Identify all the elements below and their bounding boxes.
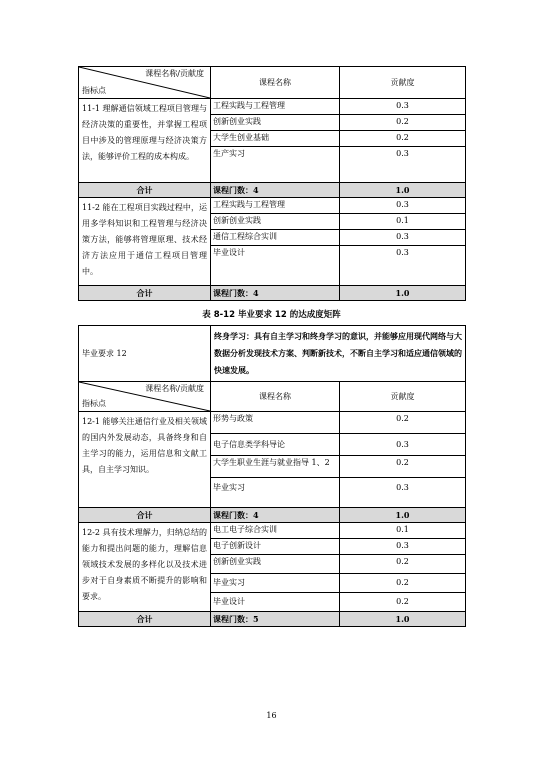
course-cell: 通信工程综合实训 <box>211 230 340 246</box>
value-cell: 0.2 <box>340 412 466 434</box>
value-cell: 0.2 <box>340 115 466 131</box>
course-cell: 电子信息类学科导论 <box>211 434 340 456</box>
total-label: 合计 <box>79 286 211 301</box>
header-course: 课程名称 <box>211 67 340 99</box>
diagonal-header-cell <box>79 67 211 99</box>
total-count: 课程门数：5 <box>211 612 340 627</box>
value-cell: 0.2 <box>340 574 466 593</box>
course-cell: 创新创业实践 <box>211 115 340 131</box>
value-cell: 0.3 <box>340 434 466 456</box>
total-value: 1.0 <box>340 508 466 523</box>
total-count: 课程门数：4 <box>211 286 340 301</box>
indicator-cell: 11-2 能在工程项目实践过程中，运用多学科知识和工程管理与经济决策方法，能够将管理原理、技术经济方法应用于通信工程项目管理中。 <box>79 198 211 286</box>
total-label: 合计 <box>79 183 211 198</box>
value-cell: 0.2 <box>340 456 466 478</box>
indicator-cell: 12-1 能够关注通信行业及相关领域的国内外发展动态，具备终身和自主学习的能力，运用信息和文献工具，自主学习知识。 <box>79 412 211 508</box>
value-cell: 0.3 <box>340 230 466 246</box>
table-row <box>79 412 466 434</box>
total-row <box>79 183 466 198</box>
course-cell: 毕业设计 <box>211 593 340 612</box>
value-cell: 0.3 <box>340 99 466 115</box>
diagonal-header-cell <box>79 382 211 412</box>
course-cell: 毕业设计 <box>211 246 340 286</box>
total-count: 课程门数：4 <box>211 508 340 523</box>
diag-header-top: 课程名称/贡献度 <box>145 384 204 393</box>
total-count: 课程门数：4 <box>211 183 340 198</box>
header-course: 课程名称 <box>211 382 340 412</box>
header-contrib: 贡献度 <box>340 67 466 99</box>
course-cell: 生产实习 <box>211 147 340 183</box>
table-header-row <box>79 382 466 412</box>
indicator-cell: 11-1 理解通信领域工程项目管理与经济决策的重要性，并掌握工程项目中涉及的管理原理与经济决策方法，能够评价工程的成本构成。 <box>79 99 211 183</box>
total-label: 合计 <box>79 612 211 627</box>
course-cell: 创新创业实践 <box>211 214 340 230</box>
requirement-row <box>79 326 466 382</box>
table-row <box>79 523 466 539</box>
diag-header-bottom: 指标点 <box>82 399 106 408</box>
diag-header-bottom: 指标点 <box>82 86 106 95</box>
requirement-text: 终身学习：具有自主学习和终身学习的意识，并能够应用现代网络与大数据分析发现技术方案、判断新技术，不断自主学习和适应通信领域的快速发展。 <box>211 326 466 382</box>
course-cell: 形势与政策 <box>211 412 340 434</box>
value-cell: 0.2 <box>340 593 466 612</box>
page-number: 16 <box>266 711 277 720</box>
table-header-row <box>79 67 466 99</box>
value-cell: 0.3 <box>340 246 466 286</box>
header-contrib: 贡献度 <box>340 382 466 412</box>
value-cell: 0.3 <box>340 198 466 214</box>
table-12-title: 表 8-12 毕业要求 12 的达成度矩阵 <box>202 310 341 320</box>
value-cell: 0.1 <box>340 214 466 230</box>
course-cell: 电工电子综合实训 <box>211 523 340 539</box>
course-cell: 创新创业实践 <box>211 555 340 574</box>
course-cell: 毕业实习 <box>211 478 340 508</box>
table-req-12 <box>78 325 466 627</box>
course-cell: 工程实践与工程管理 <box>211 198 340 214</box>
total-value: 1.0 <box>340 612 466 627</box>
value-cell: 0.3 <box>340 478 466 508</box>
course-cell: 毕业实习 <box>211 574 340 593</box>
course-cell: 大学生职业生涯与就业指导 1、2 <box>211 456 340 478</box>
indicator-cell: 12-2 具有技术理解力，归纳总结的能力和提出问题的能力，理解信息领域技术发展的多样化以及技术进步对于自身素质不断提升的影响和要求。 <box>79 523 211 612</box>
total-row <box>79 286 466 301</box>
total-row <box>79 508 466 523</box>
course-cell: 工程实践与工程管理 <box>211 99 340 115</box>
table-row <box>79 198 466 214</box>
table-req-11 <box>78 66 466 301</box>
value-cell: 0.3 <box>340 147 466 183</box>
requirement-label: 毕业要求 12 <box>79 326 211 382</box>
total-label: 合计 <box>79 508 211 523</box>
table-row <box>79 99 466 115</box>
course-cell: 电子创新设计 <box>211 539 340 555</box>
value-cell: 0.3 <box>340 539 466 555</box>
total-row <box>79 612 466 627</box>
course-cell: 大学生创业基础 <box>211 131 340 147</box>
value-cell: 0.2 <box>340 555 466 574</box>
value-cell: 0.2 <box>340 131 466 147</box>
total-value: 1.0 <box>340 286 466 301</box>
value-cell: 0.1 <box>340 523 466 539</box>
diag-header-top: 课程名称/贡献度 <box>145 69 204 78</box>
total-value: 1.0 <box>340 183 466 198</box>
